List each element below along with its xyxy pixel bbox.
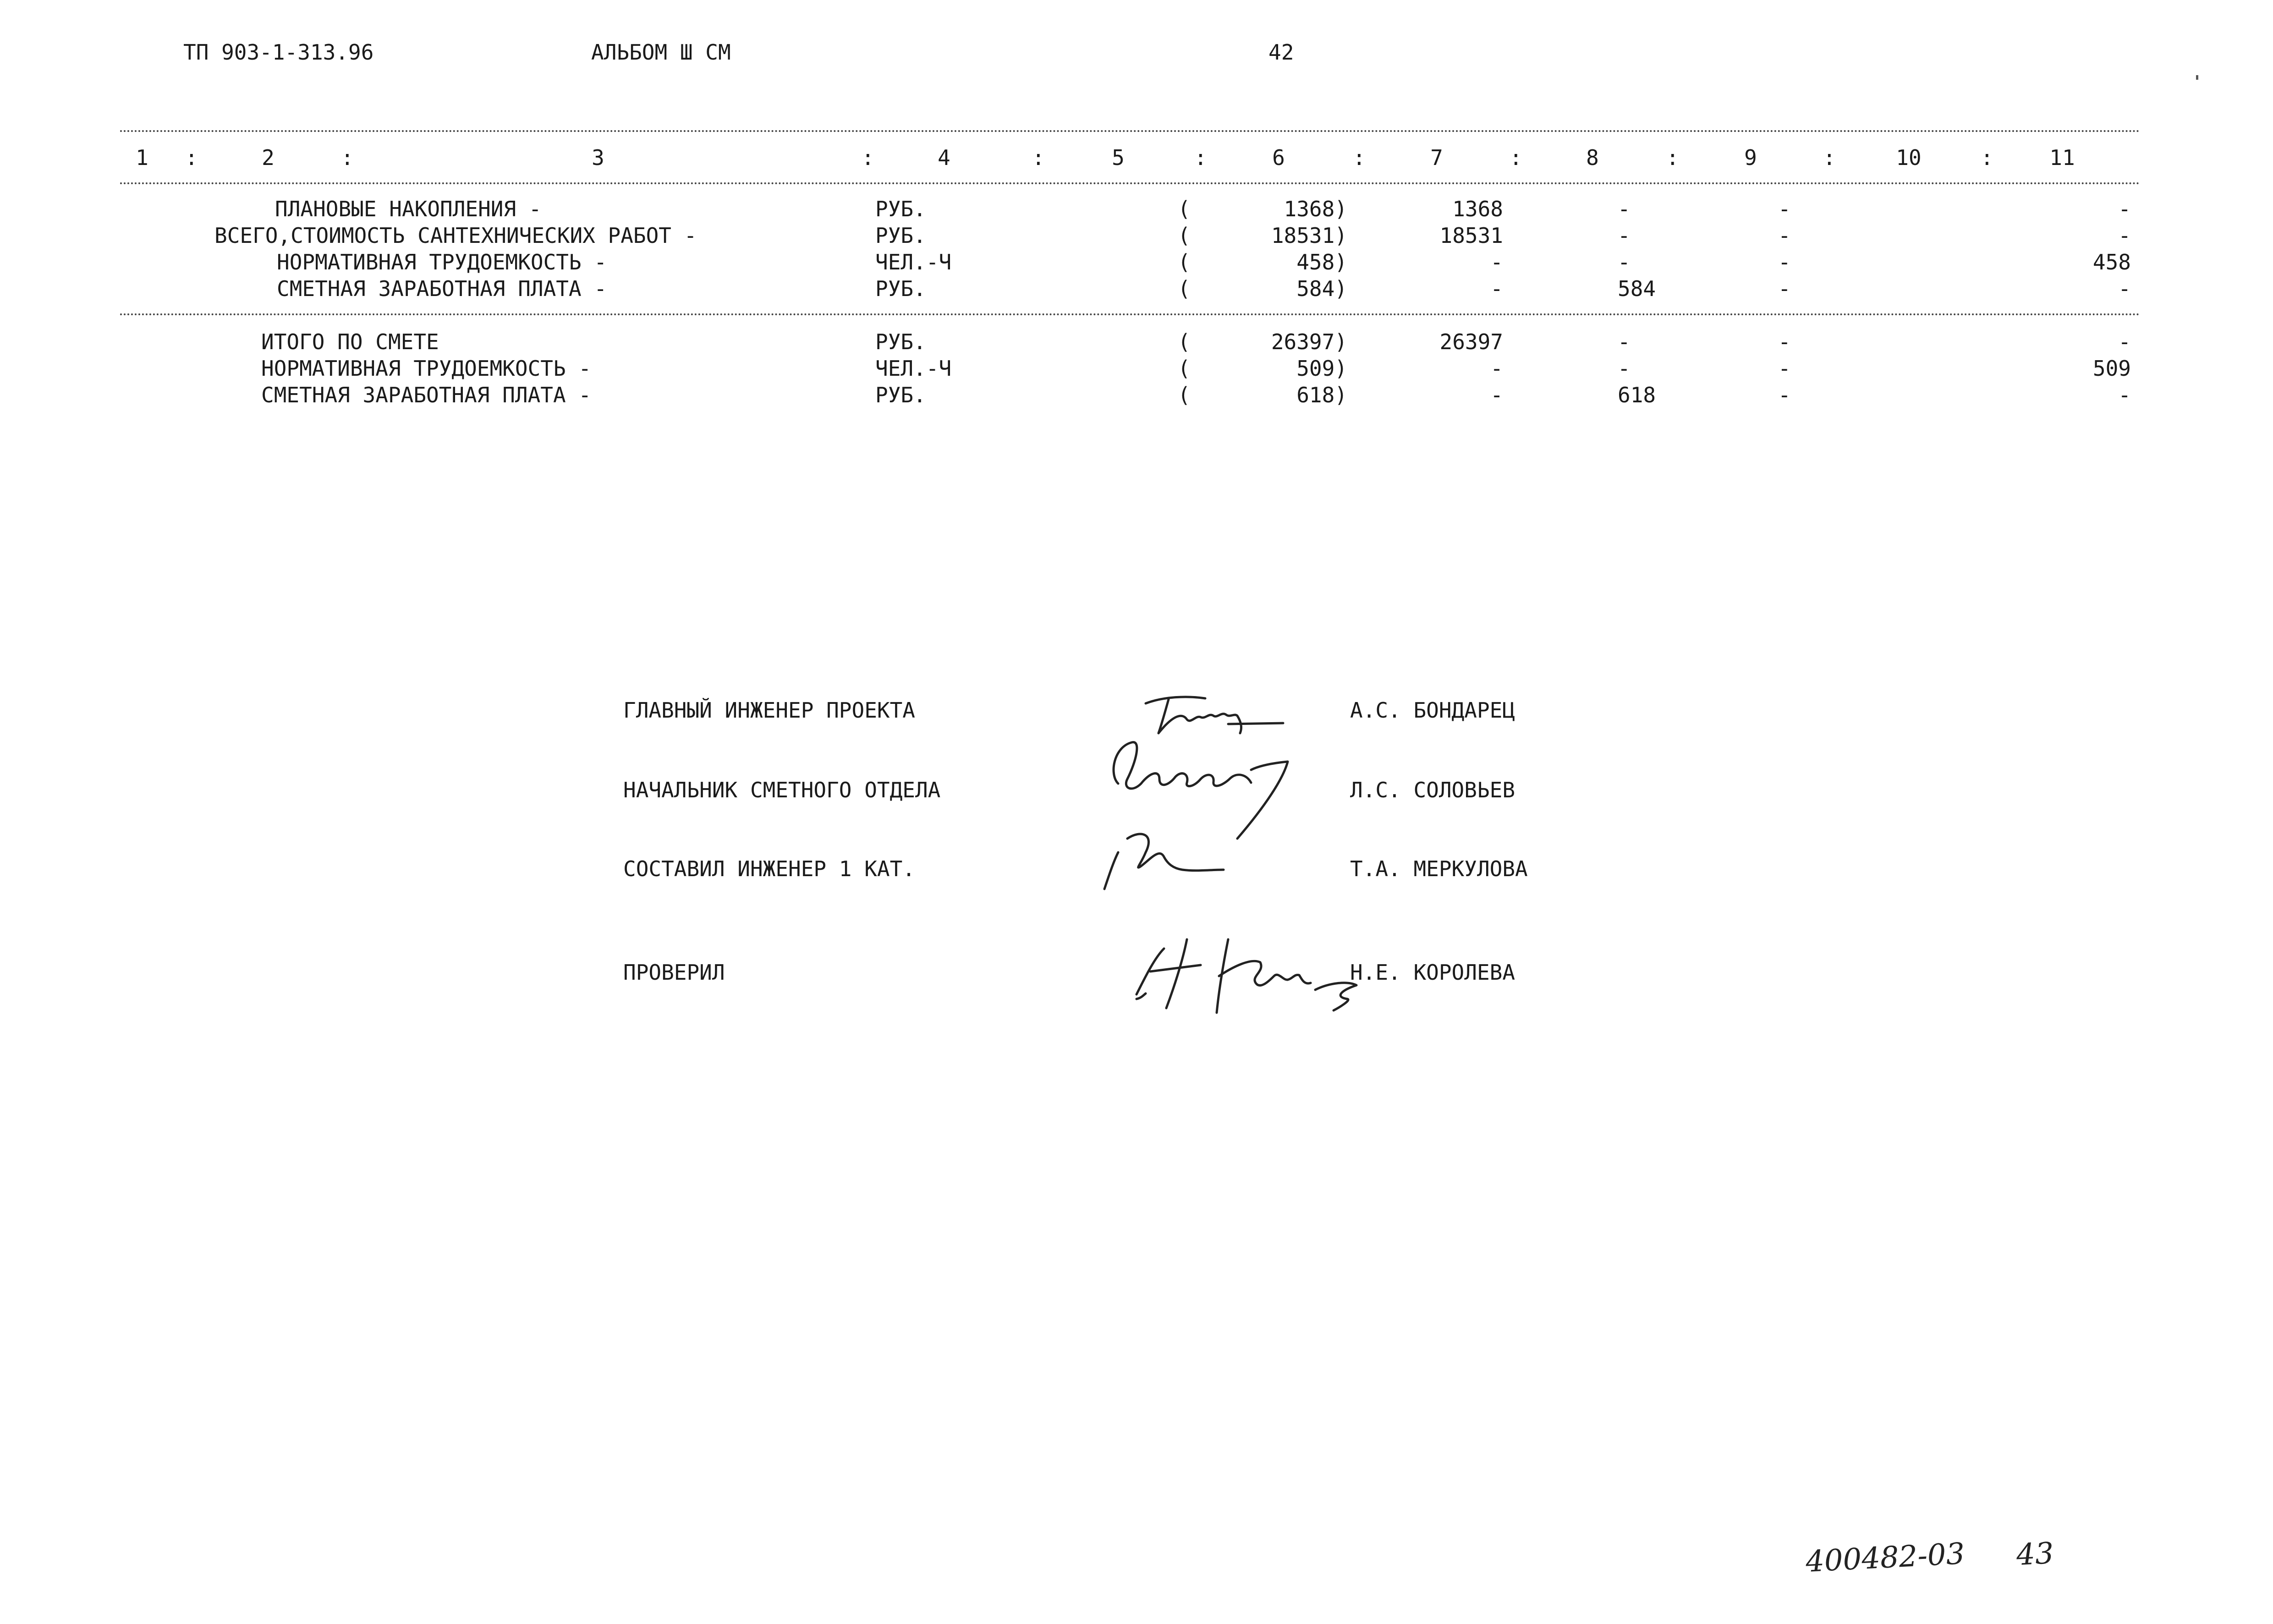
- col-3-header: 3: [592, 145, 604, 170]
- signer-name: Н.Е. КОРОЛЕВА: [1350, 960, 1515, 985]
- document-code: ТП 903-1-313.96: [183, 40, 374, 65]
- col-9-value: -: [1778, 329, 1791, 354]
- col-11-value: -: [2118, 329, 2131, 354]
- col-separator: :: [1823, 145, 1836, 170]
- col-4-header: 4: [938, 145, 950, 170]
- col-9-value: -: [1778, 383, 1791, 407]
- col-6-value: 618): [1296, 383, 1347, 407]
- archive-page-note: 43: [2015, 1536, 2055, 1573]
- col-7-value: -: [1490, 356, 1503, 381]
- col-separator: :: [1194, 145, 1207, 170]
- col-9-value: -: [1778, 223, 1791, 248]
- col-9-header: 9: [1744, 145, 1757, 170]
- col-separator: :: [862, 145, 874, 170]
- row-label: СМЕТНАЯ ЗАРАБОТНАЯ ПЛАТА -: [277, 276, 607, 301]
- archive-number-note: 400482-03: [1805, 1536, 1966, 1580]
- album-label: АЛЬБОМ Ш СМ: [591, 40, 731, 65]
- col-separator: :: [341, 145, 354, 170]
- col-8-header: 8: [1586, 145, 1599, 170]
- col-11-header: 11: [2049, 145, 2075, 170]
- open-paren: (: [1178, 383, 1191, 407]
- col-11-value: 458: [2092, 250, 2131, 274]
- col-8-value: -: [1618, 223, 1631, 248]
- col-7-value: 1368: [1452, 197, 1503, 221]
- table-header-rule: [120, 182, 2141, 184]
- col-11-value: -: [2118, 383, 2131, 407]
- col-11-value: -: [2118, 197, 2131, 221]
- row-label: НОРМАТИВНАЯ ТРУДОЕМКОСТЬ -: [261, 356, 592, 381]
- signer-role: ПРОВЕРИЛ: [623, 960, 725, 985]
- col-9-value: -: [1778, 197, 1791, 221]
- col-7-value: -: [1490, 383, 1503, 407]
- col-8-value: -: [1618, 197, 1631, 221]
- col-6-value: 26397): [1271, 329, 1347, 354]
- col-6-value: 1368): [1284, 197, 1347, 221]
- open-paren: (: [1178, 250, 1191, 274]
- signer-role: НАЧАЛЬНИК СМЕТНОГО ОТДЕЛА: [623, 778, 941, 802]
- row-unit: РУБ.: [875, 276, 926, 301]
- col-11-value: -: [2118, 276, 2131, 301]
- col-7-value: -: [1490, 276, 1503, 301]
- row-label: НОРМАТИВНАЯ ТРУДОЕМКОСТЬ -: [277, 250, 607, 274]
- signer-role: ГЛАВНЫЙ ИНЖЕНЕР ПРОЕКТА: [623, 698, 915, 723]
- col-6-value: 18531): [1271, 223, 1347, 248]
- scan-speck: [2196, 75, 2198, 80]
- signer-name: Л.С. СОЛОВЬЕВ: [1350, 778, 1515, 802]
- col-8-value: -: [1618, 356, 1631, 381]
- col-8-value: 584: [1618, 276, 1656, 301]
- col-7-header: 7: [1430, 145, 1443, 170]
- page-number: 42: [1268, 40, 1294, 65]
- col-8-value: -: [1618, 329, 1631, 354]
- row-unit: ЧЕЛ.-Ч: [875, 356, 952, 381]
- col-6-header: 6: [1272, 145, 1285, 170]
- col-7-value: 18531: [1439, 223, 1503, 248]
- col-5-header: 5: [1112, 145, 1125, 170]
- col-7-value: 26397: [1439, 329, 1503, 354]
- col-separator: :: [1666, 145, 1679, 170]
- row-unit: РУБ.: [875, 329, 926, 354]
- section-divider-rule: [120, 313, 2141, 315]
- col-9-value: -: [1778, 250, 1791, 274]
- col-separator: :: [1981, 145, 1993, 170]
- row-label: ВСЕГО,СТОИМОСТЬ САНТЕХНИЧЕСКИХ РАБОТ -: [214, 223, 697, 248]
- col-10-header: 10: [1896, 145, 1922, 170]
- handwritten-signature: [1091, 820, 1237, 903]
- col-separator: :: [1510, 145, 1522, 170]
- col-9-value: -: [1778, 356, 1791, 381]
- col-6-value: 584): [1296, 276, 1347, 301]
- col-11-value: 509: [2092, 356, 2131, 381]
- col-6-value: 509): [1296, 356, 1347, 381]
- open-paren: (: [1178, 276, 1191, 301]
- col-separator: :: [1353, 145, 1366, 170]
- col-8-value: -: [1618, 250, 1631, 274]
- row-label: ПЛАНОВЫЕ НАКОПЛЕНИЯ -: [275, 197, 542, 221]
- open-paren: (: [1178, 223, 1191, 248]
- open-paren: (: [1178, 329, 1191, 354]
- open-paren: (: [1178, 197, 1191, 221]
- signer-role: СОСТАВИЛ ИНЖЕНЕР 1 КАТ.: [623, 856, 915, 881]
- col-8-value: 618: [1618, 383, 1656, 407]
- signer-name: Т.А. МЕРКУЛОВА: [1350, 856, 1528, 881]
- signer-name: А.С. БОНДАРЕЦ: [1350, 698, 1515, 723]
- col-separator: :: [1032, 145, 1045, 170]
- handwritten-signature: [1123, 921, 1379, 1022]
- col-6-value: 458): [1296, 250, 1347, 274]
- row-unit: РУБ.: [875, 197, 926, 221]
- col-1-header: 1: [136, 145, 148, 170]
- row-label: СМЕТНАЯ ЗАРАБОТНАЯ ПЛАТА -: [261, 383, 592, 407]
- row-unit: РУБ.: [875, 383, 926, 407]
- col-11-value: -: [2118, 223, 2131, 248]
- row-label: ИТОГО ПО СМЕТЕ: [261, 329, 439, 354]
- table-top-rule: [120, 130, 2141, 132]
- col-2-header: 2: [262, 145, 275, 170]
- row-unit: РУБ.: [875, 223, 926, 248]
- row-unit: ЧЕЛ.-Ч: [875, 250, 952, 274]
- col-9-value: -: [1778, 276, 1791, 301]
- col-7-value: -: [1490, 250, 1503, 274]
- open-paren: (: [1178, 356, 1191, 381]
- col-separator: :: [185, 145, 198, 170]
